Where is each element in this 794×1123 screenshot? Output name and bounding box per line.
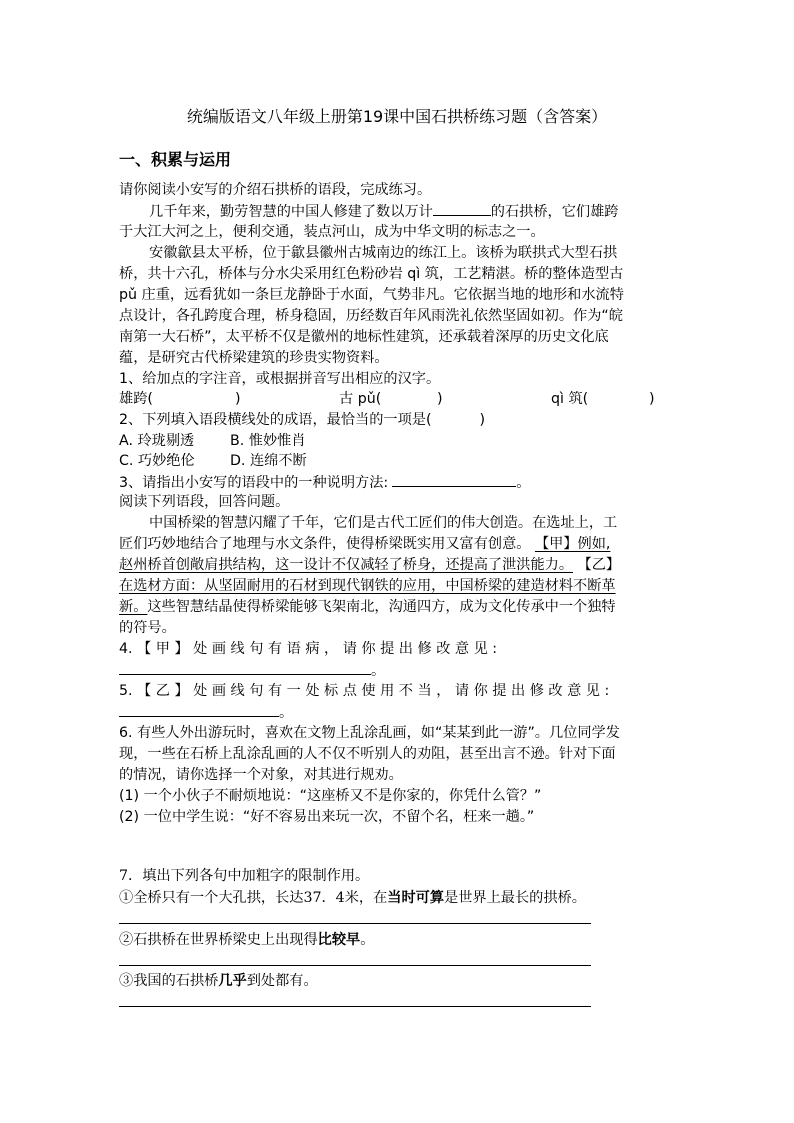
paragraph-2-line-2: 桥，共十六孔，桥体与分水尖采用红色粉砂岩 qì 筑，工艺精湛。桥的整体造型古: [119, 266, 624, 282]
question-2-stem: 2、下列填入语段横线处的成语，最恰当的一项是( ): [119, 412, 486, 428]
question-6-item-2: (2) 一位中学生说：“好不容易出来玩一次，不留个名，枉来一趟。”: [119, 809, 535, 825]
paragraph-2-line-6: 蕴，是研究古代桥梁建筑的珍贵实物资料。: [119, 350, 389, 366]
question-6-line-1: 6. 有些人外出游玩时，喜欢在文物上乱涂乱画，如“某某到此一游”。几位同学发: [119, 725, 620, 741]
underlined-sentence-yi: 在选材方面：从坚固耐用的石材到现代钢铁的应用，中国桥梁的建造材料不断革: [119, 578, 616, 594]
answer-blank: [119, 660, 371, 675]
answer-rule: [119, 965, 591, 966]
option-b: B. 惟妙惟肖: [230, 433, 306, 449]
paragraph-3-line-1: 中国桥梁的智慧闪耀了千年，它们是古代工匠们的伟大创造。在选址上，工: [149, 515, 618, 531]
underlined-sentence-jia: 【甲】例如,: [534, 536, 611, 552]
question-2-options-cd: [119, 451, 675, 471]
question-4-answer-line: 。: [119, 660, 675, 680]
answer-blank: [392, 472, 516, 487]
question-7-sentence-3: ③我国的石拱桥几乎到处都有。: [119, 973, 318, 989]
bold-term: 当时可算: [387, 890, 445, 906]
paragraph-2-line-4: 点设计，各孔跨度合理，桥身稳固，历经数百年风雨洗礼依然坚固如初。作为“皖: [119, 308, 623, 324]
page-title: 统编版语文八年级上册第19课中国石拱桥练习题（含答案）: [186, 107, 608, 126]
section-heading: 一、积累与运用: [119, 150, 232, 169]
paragraph-3-line-3: 赵州桥首创敞肩拱结构，这一设计不仅减轻了桥身，还提高了泄洪能力。 【乙】: [119, 557, 621, 573]
bold-term: 比较早: [317, 932, 361, 948]
answer-rule: [119, 1006, 591, 1007]
paragraph-1-line-1: 几千年来，勤劳智慧的中国人修建了数以万计 的石拱桥，它们雄跨: [119, 201, 675, 221]
paragraph-3-line-2: 匠们巧妙地结合了地理与水文条件，使得桥梁既实用又富有创意。 【甲】例如,: [119, 536, 611, 552]
paragraph-1-line-2: 于大江大河之上，便利交通，装点河山，成为中华文明的标志之一。: [119, 224, 545, 240]
paragraph-2-line-5: 南第一大石桥”，太平桥不仅是徽州的地标性建筑，还承载着深厚的历史文化底: [119, 329, 609, 345]
option-c: C. 巧妙绝伦: [119, 453, 195, 469]
question-4-stem: 4. 【 甲 】 处 画 线 句 有 语 病 ， 请 你 提 出 修 改 意 见 :: [119, 641, 498, 657]
question-7-sentence-2: ②石拱桥在世界桥梁史上出现得比较早。: [119, 932, 375, 948]
question-6-item-1: (1) 一个小伙子不耐烦地说：“这座桥又不是你家的，你凭什么管？”: [119, 788, 542, 804]
question-6-line-2: 现，一些在石桥上乱涂乱画的人不仅不听别人的劝阻，甚至出言不逊。针对下面: [119, 746, 616, 762]
marker-yi: 【乙】: [577, 557, 621, 573]
question-5-stem: 5. 【 乙 】 处 画 线 句 有 一 处 标 点 使 用 不 当 ， 请 你 提 出 修 改 意 见 :: [119, 683, 610, 699]
option-a: A. 玲珑剔透: [119, 433, 195, 449]
question-5-answer-line: 。: [119, 702, 675, 722]
answer-rule: [119, 923, 591, 924]
paragraph-3-line-6: 的符号。: [119, 620, 176, 636]
intro-text: 请你阅读小安写的介绍石拱桥的语段，完成练习。: [119, 182, 432, 198]
option-d: D. 连绵不断: [230, 453, 307, 469]
question-1-stem: 1、给加点的字注音，或根据拼音写出相应的汉字。: [119, 371, 441, 387]
question-7-stem: 7．填出下列各句中加粗字的限制作用。: [119, 868, 370, 884]
question-2-options-ab: [119, 431, 675, 451]
bold-term: 几乎: [218, 973, 247, 989]
answer-blank: [119, 702, 279, 717]
answer-blank: [433, 201, 491, 216]
question-6-line-3: 的情况，请你选择一个对象，对其进行规劝。: [119, 767, 403, 783]
paragraph-3-line-4: [119, 576, 675, 596]
question-1-answers: 雄跨( ) 古 pǔ( ) qì 筑( ): [119, 391, 655, 407]
question-3-stem: 3、请指出小安写的语段中的一种说明方法: 。: [119, 472, 675, 492]
reading-instruction: 阅读下列语段，回答问题。: [119, 494, 290, 510]
paragraph-3-line-5: 新。这些智慧结晶使得桥梁能够飞架南北，沟通四方，成为文化传承中一个独特: [119, 599, 616, 615]
question-7-sentence-1: ①全桥只有一个大孔拱，长达37．4米，在当时可算是世界上最长的拱桥。: [119, 890, 586, 906]
paragraph-2-line-1: 安徽歙县太平桥，位于歙县徽州古城南边的练江上。该桥为联拱式大型石拱: [149, 245, 618, 261]
paragraph-2-line-3: pǔ 庄重，远看犹如一条巨龙静卧于水面，气势非凡。它依据当地的地形和水流特: [119, 287, 624, 303]
